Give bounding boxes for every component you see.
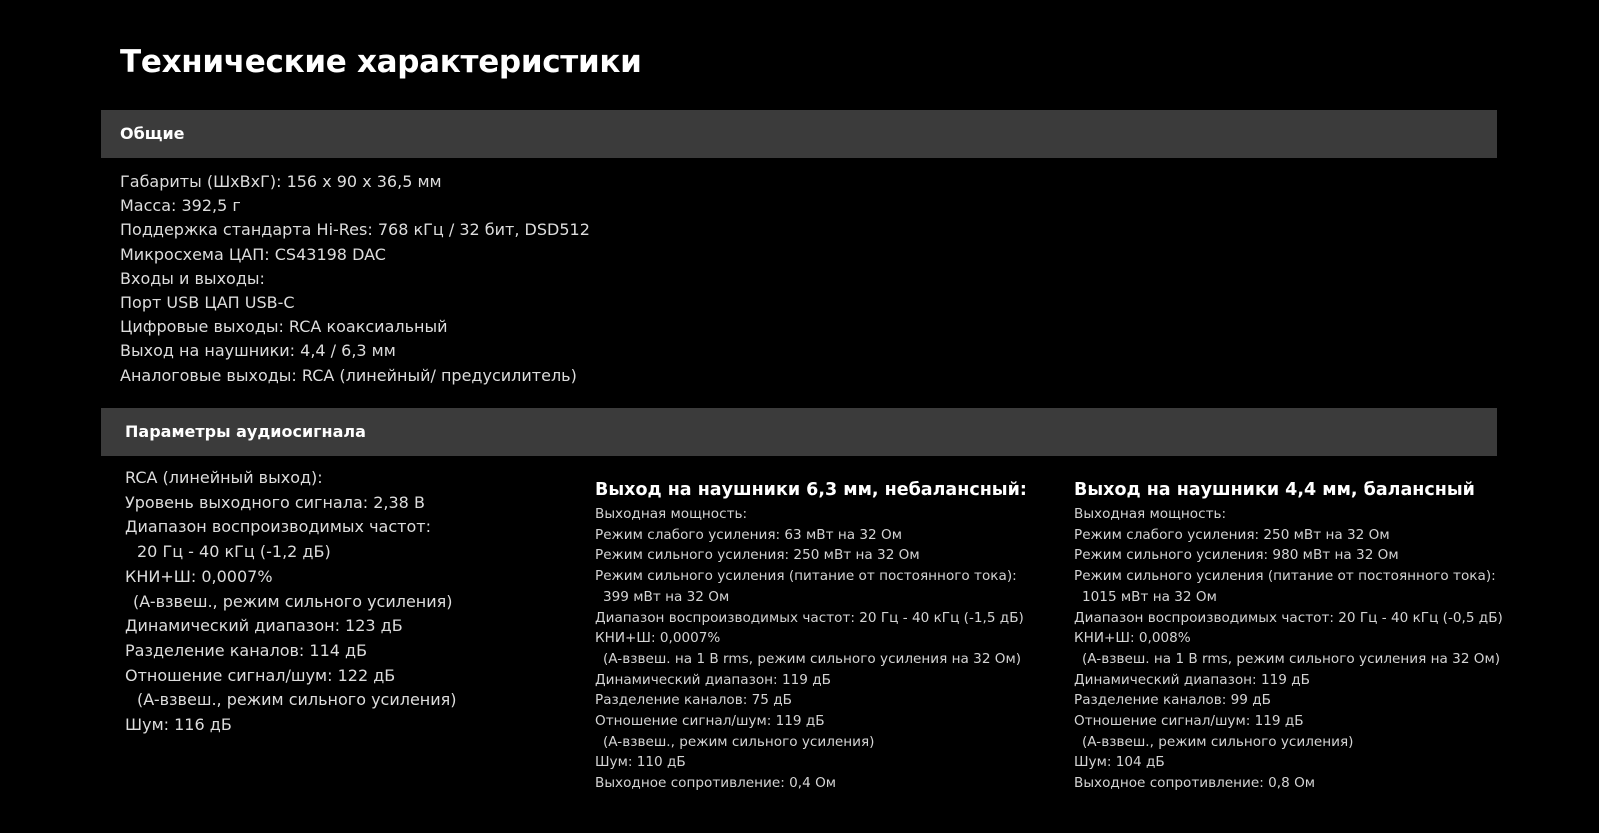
rca-frequency-value: 20 Гц - 40 кГц (-1,2 дБ) [137, 542, 331, 562]
rca-spec-list [125, 466, 457, 738]
rca-heading: RCA (линейный выход): [125, 468, 323, 487]
section-header-general: Общие [101, 110, 1497, 158]
hp44-high-gain-dc-label: Режим сильного усиления (питание от постоянного тока): [1074, 568, 1496, 585]
hp63-snr: Отношение сигнал/шум: 119 дБ [595, 713, 825, 730]
hp44-low-gain: Режим слабого усиления: 250 мВт на 32 Ом [1074, 526, 1390, 543]
hp63-output-power-label: Выходная мощность: [595, 506, 748, 522]
hp44-thd: КНИ+Ш: 0,008% [1074, 630, 1191, 647]
hp63-output-impedance: Выходное сопротивление: 0,4 Ом [595, 775, 837, 792]
spec-digital-outputs: Цифровые выходы: RCA коаксиальный [120, 317, 448, 337]
hp63-dynamic-range: Динамический диапазон: 119 дБ [595, 671, 831, 688]
section-header-audio: Параметры аудиосигнала [101, 408, 1497, 456]
spec-io-heading: Входы и выходы: [120, 268, 265, 288]
rca-thd: КНИ+Ш: 0,0007% [125, 566, 273, 586]
rca-output-level: Уровень выходного сигнала: 2,38 В [125, 492, 425, 512]
spec-usb-port: Порт USB ЦАП USB-C [120, 293, 295, 313]
hp44-output-impedance: Выходное сопротивление: 0,8 Ом [1074, 775, 1316, 792]
rca-frequency-label: Диапазон воспроизводимых частот: [125, 517, 431, 537]
rca-snr: Отношение сигнал/шум: 122 дБ [125, 665, 396, 685]
hp44-dynamic-range: Динамический диапазон: 119 дБ [1074, 671, 1310, 688]
spec-analog-outputs: Аналоговые выходы: RCA (линейный/ предусилитель) [120, 365, 577, 385]
spec-hires-support: Поддержка стандарта Hi-Res: 768 кГц / 32 бит, DSD512 [120, 220, 590, 240]
hp63-thd-note: (A-взвеш. на 1 В rms, режим сильного усиления на 32 Ом) [603, 650, 1022, 667]
headphone-44-column [1074, 478, 1503, 794]
hp44-noise: Шум: 104 дБ [1074, 754, 1165, 771]
hp63-frequency-range: Диапазон воспроизводимых частот: 20 Гц - 40 кГц (-1,5 дБ) [595, 609, 1024, 626]
spec-weight: Масса: 392,5 г [120, 196, 241, 216]
hp63-snr-note: (A-взвеш., режим сильного усиления) [603, 733, 875, 750]
general-spec-list [120, 170, 590, 388]
hp44-snr-note: (A-взвеш., режим сильного усиления) [1082, 733, 1354, 750]
hp63-high-gain-dc-label: Режим сильного усиления (питание от постоянного тока): [595, 568, 1017, 585]
rca-channel-separation: Разделение каналов: 114 дБ [125, 640, 368, 660]
hp44-high-gain-dc-value: 1015 мВт на 32 Ом [1082, 588, 1217, 605]
hp44-channel-separation: Разделение каналов: 99 дБ [1074, 692, 1271, 709]
hp44-high-gain: Режим сильного усиления: 980 мВт на 32 Ом [1074, 547, 1399, 564]
headphone-63-title: Выход на наушники 6,3 мм, небалансный: [595, 480, 1027, 500]
hp63-noise: Шум: 110 дБ [595, 754, 686, 771]
spec-dac-chip: Микросхема ЦАП: CS43198 DAC [120, 244, 386, 264]
rca-snr-note: (A-взвеш., режим сильного усиления) [137, 690, 457, 710]
hp44-frequency-range: Диапазон воспроизводимых частот: 20 Гц - 40 кГц (-0,5 дБ) [1074, 609, 1503, 626]
hp63-thd: КНИ+Ш: 0,0007% [595, 630, 721, 647]
hp63-high-gain: Режим сильного усиления: 250 мВт на 32 Ом [595, 547, 920, 564]
headphone-44-title: Выход на наушники 4,4 мм, балансный [1074, 480, 1475, 500]
rca-noise: Шум: 116 дБ [125, 715, 232, 735]
hp63-channel-separation: Разделение каналов: 75 дБ [595, 692, 792, 709]
spec-headphone-outputs: Выход на наушники: 4,4 / 6,3 мм [120, 341, 396, 361]
headphone-63-spec-list [595, 504, 1027, 794]
rca-thd-note: (A-взвеш., режим сильного усиления) [133, 591, 453, 611]
headphone-63-column [595, 478, 1027, 794]
rca-dynamic-range: Динамический диапазон: 123 дБ [125, 616, 403, 636]
page-title: Технические характеристики [120, 44, 642, 80]
headphone-44-spec-list [1074, 504, 1503, 794]
spec-dimensions: Габариты (ШхВхГ): 156 x 90 x 36,5 мм [120, 172, 442, 191]
hp44-thd-note: (A-взвеш. на 1 В rms, режим сильного усиления на 32 Ом) [1082, 650, 1501, 667]
hp44-output-power-label: Выходная мощность: [1074, 506, 1227, 522]
hp63-low-gain: Режим слабого усиления: 63 мВт на 32 Ом [595, 526, 902, 543]
hp63-high-gain-dc-value: 399 мВт на 32 Ом [603, 588, 730, 605]
hp44-snr: Отношение сигнал/шум: 119 дБ [1074, 713, 1304, 730]
rca-output-column [125, 466, 457, 738]
